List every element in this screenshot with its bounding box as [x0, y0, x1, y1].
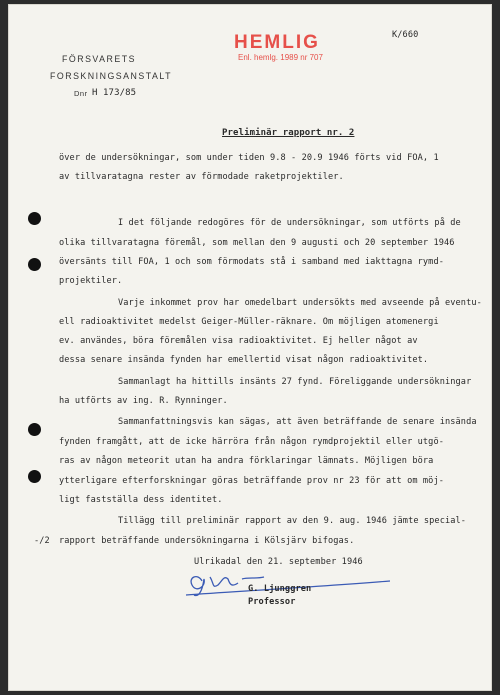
body-line: ligt fastställa dess identitet.: [59, 495, 223, 505]
body-line: I det följande redogöres för de undersökningar, som utförts på de: [118, 218, 461, 228]
body-line: av tillvaratagna rester av förmodade raketprojektiler.: [59, 172, 344, 182]
reference-code: K/660: [392, 30, 419, 40]
org-name-line1: FÖRSVARETS: [62, 54, 136, 64]
dnr-label: Dnr: [74, 89, 88, 98]
place-and-date: Ulrikadal den 21. september 1946: [194, 557, 363, 567]
body-line: dessa senare insända fynden har emellertid visat någon radioaktivitet.: [59, 355, 429, 365]
document-title: Preliminär rapport nr. 2: [222, 128, 355, 138]
body-line: översänts till FOA, 1 och som förmodats stå i samband med iakttagna rymd-: [59, 257, 444, 267]
document-page: [8, 4, 492, 691]
body-line: ytterligare efterforskningar göras beträffande prov nr 23 för att om möj-: [59, 476, 444, 486]
body-line: Sammanlagt ha hittills insänts 27 fynd. Föreliggande undersökningar: [118, 377, 472, 387]
body-line: fynden framgått, att de icke härröra från någon rymdprojektil eller utgö-: [59, 437, 444, 447]
body-line: ha utförts av ing. R. Rynninger.: [59, 396, 228, 406]
signatory-name: G. Ljunggren: [248, 584, 312, 594]
body-line: projektiler.: [59, 276, 123, 286]
org-name-line2: FORSKNINGSANSTALT: [50, 71, 172, 81]
punch-hole: [28, 470, 41, 483]
body-line: rapport beträffande undersökningarna i Kölsjärv bifogas.: [59, 536, 355, 546]
punch-hole: [28, 423, 41, 436]
body-line: olika tillvaratagna föremål, som mellan den 9 augusti och 20 september 1946: [59, 238, 455, 248]
body-line: Sammanfattningsvis kan sägas, att även beträffande de senare insända: [118, 417, 477, 427]
signatory-title: Professor: [248, 597, 296, 607]
body-line: ell radioaktivitet medelst Geiger-Müller-räknare. Om möjligen atomenergi: [59, 317, 439, 327]
body-line: ev. användes, böra föremålen visa radioaktivitet. Ej heller något av: [59, 336, 418, 346]
body-line: Tillägg till preliminär rapport av den 9. aug. 1946 jämte special-: [118, 516, 467, 526]
dnr-value: H 173/85: [92, 88, 137, 98]
body-line: över de undersökningar, som under tiden 9.8 - 20.9 1946 förts vid FOA, 1: [59, 153, 439, 163]
punch-hole: [28, 212, 41, 225]
classification-stamp: HEMLIG: [234, 32, 320, 53]
body-line: Varje inkommet prov har omedelbart undersökts med avseende på eventu-: [118, 298, 482, 308]
classification-stamp-subtext: Enl. hemlg. 1989 nr 707: [238, 53, 323, 62]
punch-hole: [28, 258, 41, 271]
body-line: ras av någon meteorit utan ha andra förklaringar lämnats. Möjligen böra: [59, 456, 434, 466]
margin-note: -/2: [34, 536, 50, 546]
